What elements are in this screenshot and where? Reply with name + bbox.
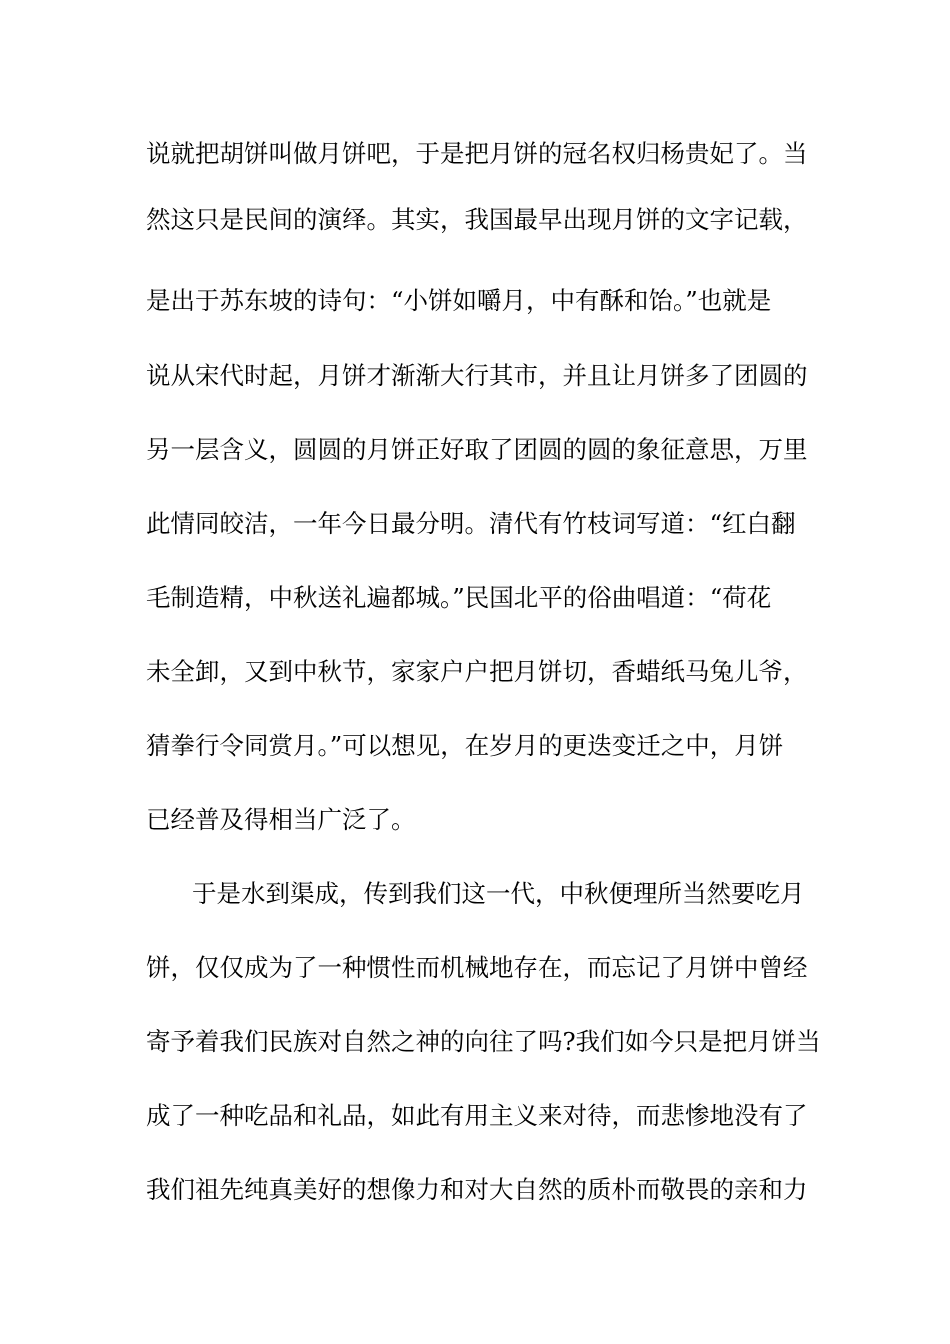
text-line: 已经普及得相当广泛了。 [146, 805, 416, 834]
text-line: 另一层含义，圆圆的月饼正好取了团圆的圆的象征意思，万里 [146, 435, 808, 464]
text-line: 毛制造精，中秋送礼遍都城。”民国北平的俗曲唱道：“荷花 [146, 583, 772, 612]
text-line: 是出于苏东坡的诗句：“小饼如嚼月，中有酥和饴。”也就是 [146, 286, 772, 315]
text-line: 然这只是民间的演绎。其实，我国最早出现月饼的文字记载， [146, 205, 808, 234]
text-line: 猜拳行令同赏月。”可以想见，在岁月的更迭变迁之中，月饼 [146, 731, 784, 760]
text-line: 说从宋代时起，月饼才渐渐大行其市，并且让月饼多了团圆的 [146, 361, 808, 390]
text-line: 寄予着我们民族对自然之神的向往了吗?我们如今只是把月饼当 [146, 1027, 821, 1056]
text-line: 此情同皎洁，一年今日最分明。清代有竹枝词写道：“红白翻 [146, 509, 796, 538]
text-line: 未全卸，又到中秋节，家家户户把月饼切，香蜡纸马兔儿爷， [146, 657, 808, 686]
text-line: 饼，仅仅成为了一种惯性而机械地存在，而忘记了月饼中曾经 [146, 953, 808, 982]
text-line: 我们祖先纯真美好的想像力和对大自然的质朴而敬畏的亲和力 [146, 1175, 808, 1204]
paragraph-first-line: 于是水到渠成，传到我们这一代，中秋便理所当然要吃月 [192, 879, 805, 908]
text-line: 成了一种吃品和礼品，如此有用主义来对待，而悲惨地没有了 [146, 1101, 808, 1130]
text-line: 说就把胡饼叫做月饼吧，于是把月饼的冠名权归杨贵妃了。当 [146, 139, 808, 168]
